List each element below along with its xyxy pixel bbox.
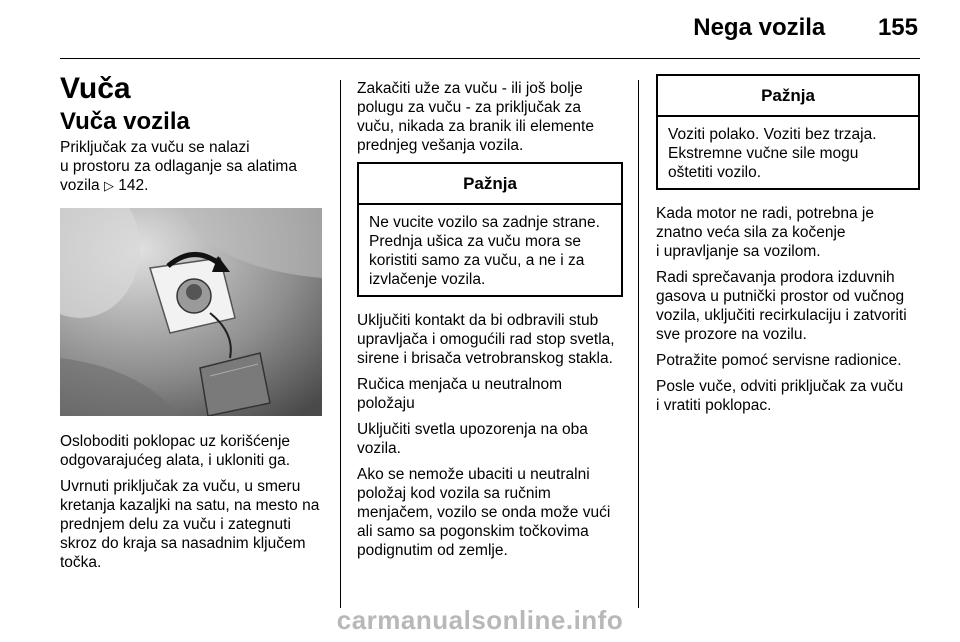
watermark: carmanualsonline.info xyxy=(336,605,624,635)
column-divider-1 xyxy=(340,80,341,608)
intro-text: Priključak za vuču se nalazi u prostoru za odlaganje sa alatima vozila xyxy=(60,139,297,194)
warning-title: Pažnja xyxy=(658,76,918,117)
section-heading: Vuča vozila xyxy=(60,108,190,135)
chapter-heading: Vuča xyxy=(60,72,131,105)
column-1 xyxy=(60,72,328,579)
hazard-lights-paragraph: Uključiti svetla upozorenja na oba vozila. xyxy=(357,421,588,457)
section-title: Nega vozila xyxy=(693,14,826,41)
warning-box xyxy=(656,74,920,190)
exhaust-paragraph: Radi sprečavanja prodora izduvnih gasova u putnički prostor od vučnog vozila, uključiti recirkulaciju i zatvoriti sve prozore na vozilu. xyxy=(656,269,907,343)
screw-eye-paragraph: Uvrnuti priključak za vuču, u smeru kretanja kazaljki na satu, na mesto na prednjem delu za vuču i zategnuti skroz do kraja sa nasadnim ključem točka. xyxy=(60,478,320,571)
service-paragraph: Potražite pomoć servisne radionice. xyxy=(656,352,902,369)
column-divider-2 xyxy=(638,80,639,608)
after-towing-paragraph: Posle vuče, odviti priključak za vuču i vratiti poklopac. xyxy=(656,378,904,414)
page-number: 155 xyxy=(877,14,918,41)
warning-text: Ne vucite vozilo sa zadnje strane. Prednja ušica za vuču mora se koristiti samo za vuču, a ne i za izvlačenje vozila. xyxy=(369,214,600,288)
gear-lever-paragraph: Ručica menjača u neutralnom položaju xyxy=(357,376,563,412)
column-3 xyxy=(656,70,920,422)
reference-arrow-icon: ▷ xyxy=(103,179,114,194)
braking-paragraph: Kada motor ne radi, potrebna je znatno veća sila za kočenje i upravljanje sa vozilom. xyxy=(656,205,874,260)
neutral-paragraph: Ako se nemože ubaciti u neutralni položaj kod vozila sa ručnim menjačem, vozilo se onda može vući ali samo sa pogonskim točkovima podignutim od zemlje. xyxy=(357,466,611,559)
attach-rope-paragraph: Zakačiti uže za vuču - ili još bolje polugu za vuču - za priključak za vuču, nikada za branik ili elemente prednjeg vešanja vozila. xyxy=(357,80,594,154)
warning-title: Pažnja xyxy=(359,164,621,205)
column-2 xyxy=(357,79,623,567)
intro-page-ref[interactable]: 142. xyxy=(113,177,149,194)
warning-box xyxy=(357,162,623,297)
page-header xyxy=(693,14,918,42)
intro-paragraph xyxy=(60,138,328,196)
ignition-paragraph: Uključiti kontakt da bi odbravili stub upravljača i omogućili rad stop svetla, sirene i brisača vetrobranskog stakla. xyxy=(357,312,615,367)
tow-eye-illustration xyxy=(60,208,322,416)
warning-text: Voziti polako. Voziti bez trzaja. Ekstremne vučne sile mogu oštetiti vozilo. xyxy=(668,126,877,181)
header-rule xyxy=(60,58,920,59)
remove-cover-paragraph: Osloboditi poklopac uz korišćenje odgovarajućeg alata, i ukloniti ga. xyxy=(60,433,291,469)
